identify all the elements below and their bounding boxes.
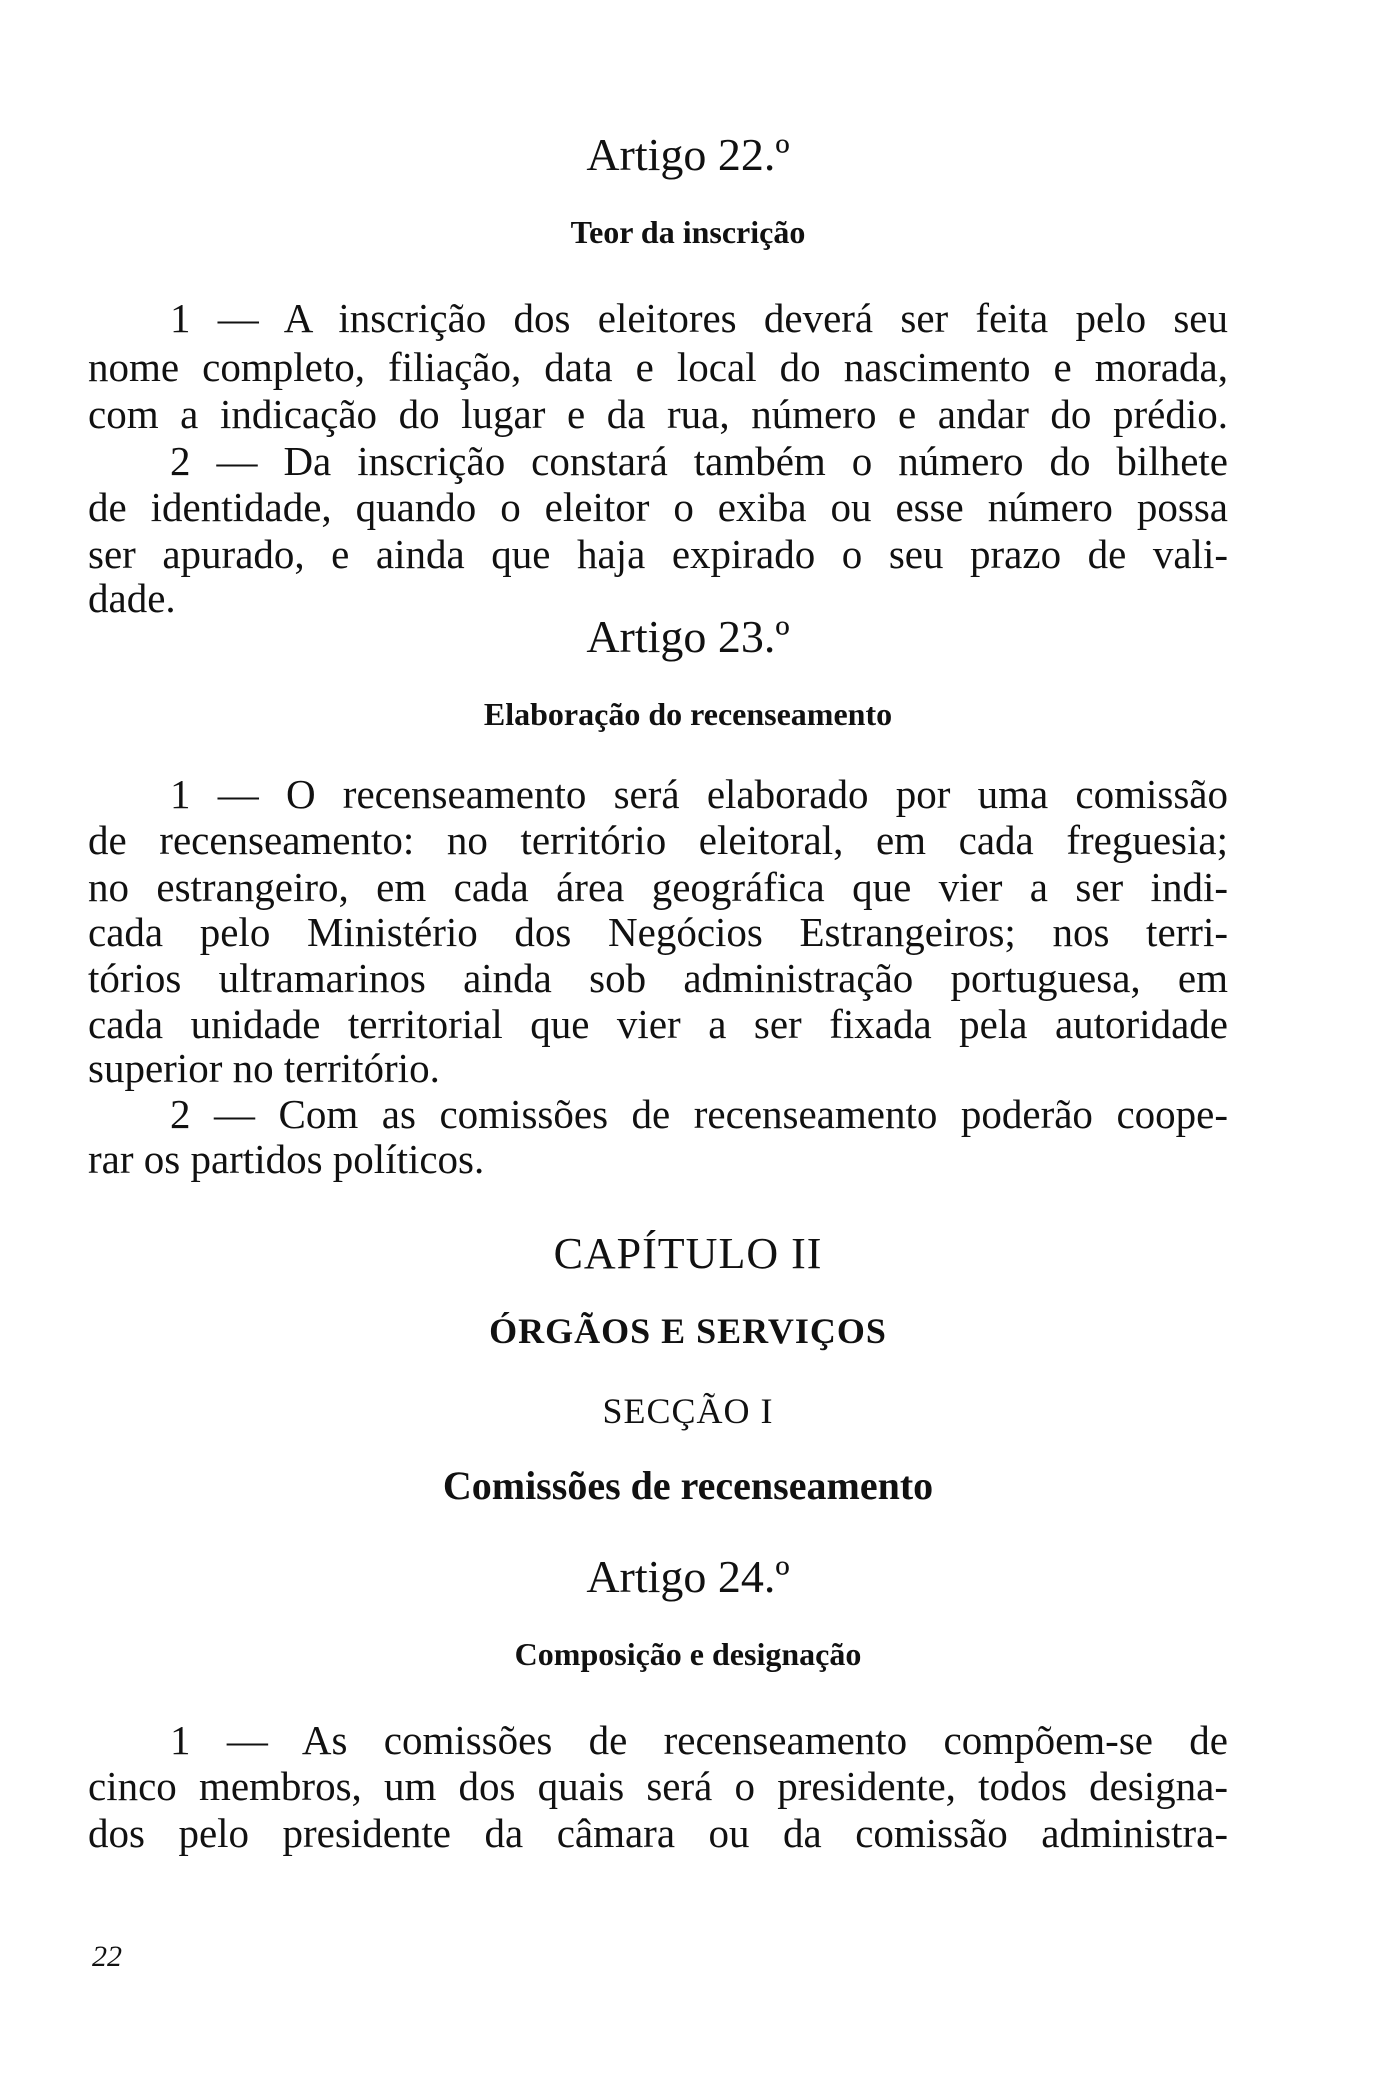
article-23-line: superior no território.: [88, 1045, 440, 1091]
article-24-heading: Artigo 24.º: [586, 1551, 790, 1602]
chapter-name: ÓRGÃOS E SERVIÇOS: [489, 1311, 887, 1351]
chapter-title: CAPÍTULO II: [553, 1229, 823, 1278]
article-23-line: no estrangeiro, em cada área geográfica que vier a ser indi-: [88, 864, 1228, 910]
article-23-line: cada unidade territorial que vier a ser fixada pela autoridade: [88, 1001, 1228, 1047]
page-number: 22: [92, 1940, 122, 1973]
section-name: Comissões de recenseamento: [442, 1463, 934, 1508]
article-23-line: rar os partidos políticos.: [88, 1136, 485, 1182]
article-23-line: 1 — O recenseamento será elaborado por uma comissão: [170, 771, 1228, 817]
article-23-line: cada pelo Ministério dos Negócios Estrangeiros; nos terri-: [88, 909, 1228, 955]
article-24-line: dos pelo presidente da câmara ou da comissão administra-: [88, 1810, 1228, 1856]
article-23-heading: Artigo 23.º: [586, 611, 790, 662]
section-title: SECÇÃO I: [602, 1391, 774, 1431]
article-22-subtitle: Teor da inscrição: [570, 214, 806, 250]
article-24-subtitle: Composição e designação: [514, 1636, 862, 1672]
article-22-line: 2 — Da inscrição constará também o número do bilhete: [170, 438, 1228, 484]
article-23-line: de recenseamento: no território eleitoral, em cada freguesia;: [88, 817, 1228, 863]
article-22-heading: Artigo 22.º: [586, 129, 790, 180]
article-22-line: nome completo, filiação, data e local do nascimento e morada,: [88, 344, 1228, 390]
article-23-line: tórios ultramarinos ainda sob administração portuguesa, em: [88, 955, 1228, 1001]
article-22-line: dade.: [88, 575, 176, 621]
article-24-line: cinco membros, um dos quais será o presidente, todos designa-: [88, 1763, 1228, 1809]
article-22-line: de identidade, quando o eleitor o exiba ou esse número possa: [88, 484, 1228, 530]
article-22-line: com a indicação do lugar e da rua, número e andar do prédio.: [88, 391, 1228, 437]
article-22-line: 1 — A inscrição dos eleitores deverá ser feita pelo seu: [170, 295, 1228, 341]
article-23-line: 2 — Com as comissões de recenseamento poderão coope-: [170, 1091, 1228, 1137]
article-22-line: ser apurado, e ainda que haja expirado o seu prazo de vali-: [88, 531, 1228, 577]
article-23-subtitle: Elaboração do recenseamento: [483, 696, 893, 732]
article-24-line: 1 — As comissões de recenseamento compõem-se de: [170, 1717, 1228, 1763]
